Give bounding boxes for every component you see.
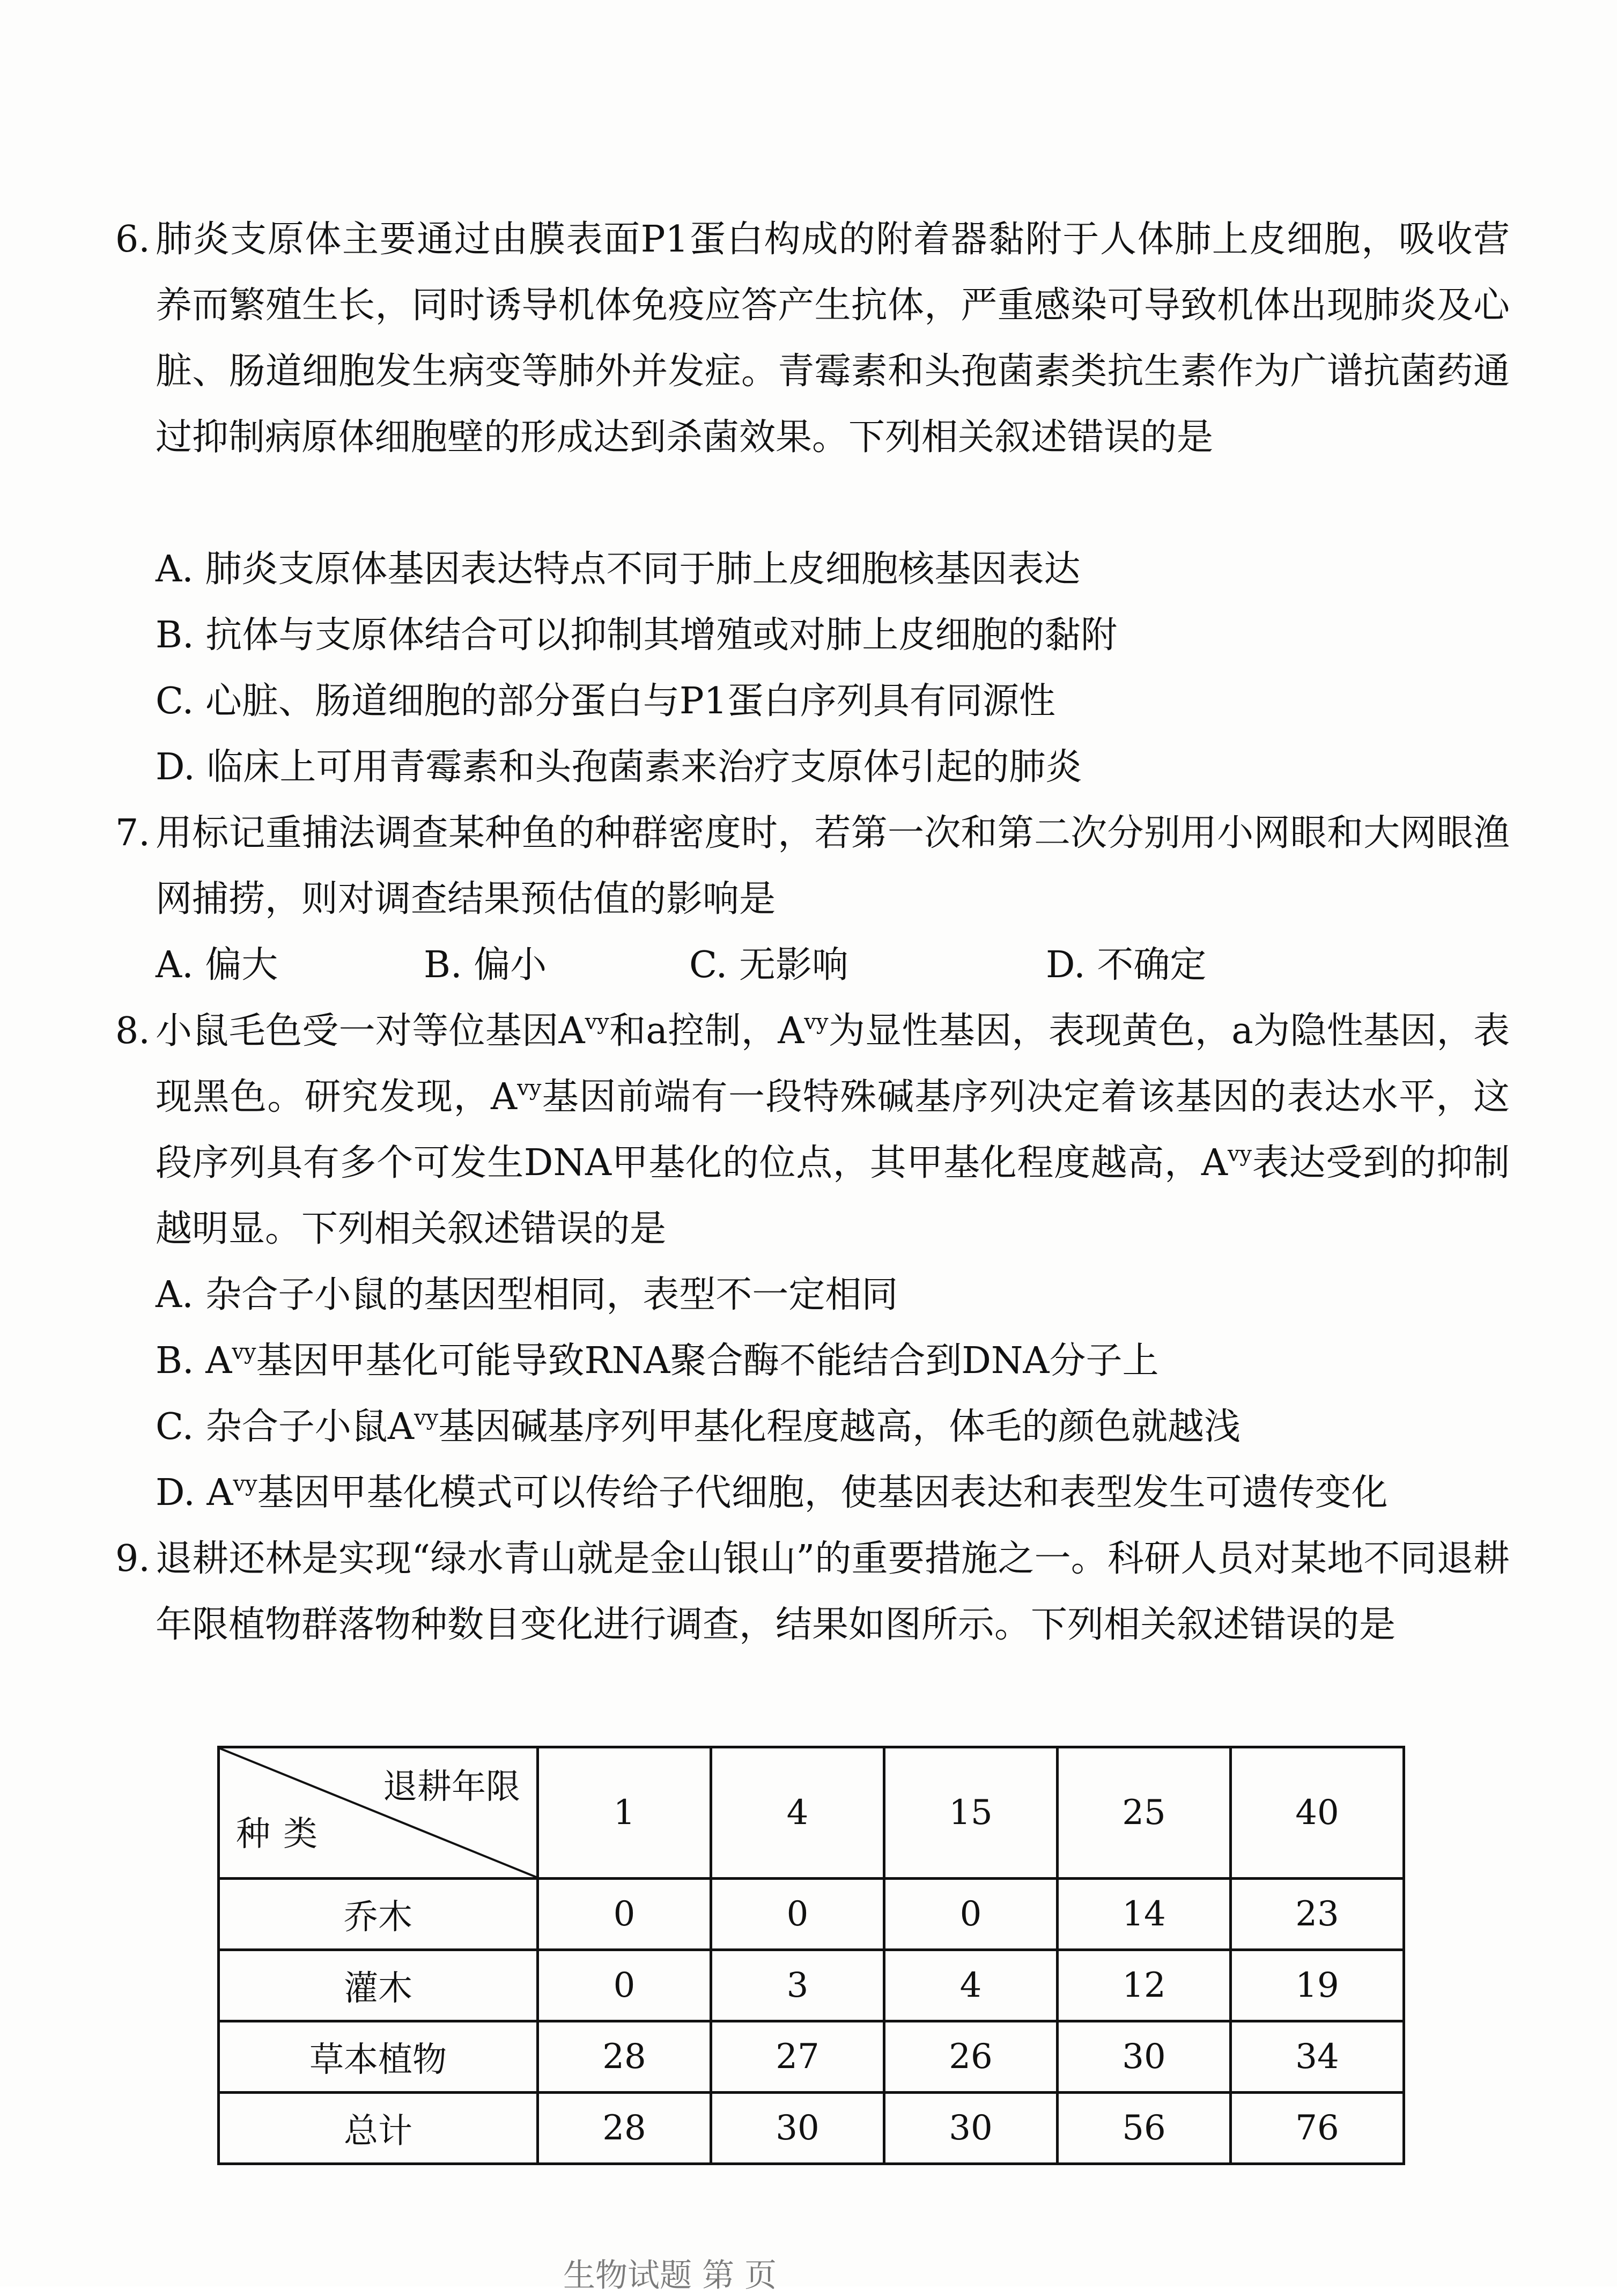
question-number: 8. [115, 1010, 150, 1052]
question-number: 7. [115, 812, 150, 854]
row-label: 草本植物 [219, 2021, 538, 2093]
column-header: 15 [884, 1747, 1058, 1879]
diagonal-header-cell [219, 1747, 538, 1879]
table-cell: 56 [1058, 2093, 1231, 2164]
question-stem: 退耕还林是实现“绿水青山就是金山银山”的重要措施之一。科研人员对某地不同退耕年限植物群落物种数目变化进行调查，结果如图所示。下列相关叙述错误的是 [156, 1538, 1510, 1646]
data-table [217, 1746, 1405, 2165]
option-d: D. $A^{vy}$基因甲基化模式可以传给子代细胞，使基因表达和表型发生可遗传变化 [156, 1472, 1388, 1514]
table-header-row [219, 1747, 1404, 1879]
option-b: B. 偏小 [424, 944, 547, 986]
table-cell: 14 [1058, 1879, 1231, 1950]
table-row [219, 2021, 1404, 2093]
table-cell: 30 [1058, 2021, 1231, 2093]
column-header: 4 [711, 1747, 884, 1879]
row-header-label: 种类 [236, 1814, 330, 1854]
table-cell: 28 [538, 2021, 711, 2093]
page-footer: 生物试题 第 页 [563, 2257, 777, 2294]
table-cell: 0 [538, 1879, 711, 1950]
question-6 [115, 206, 1510, 470]
row-label: 总计 [219, 2093, 538, 2164]
question-7 [115, 800, 1510, 932]
table-cell: 0 [884, 1879, 1058, 1950]
row-label: 灌木 [219, 1950, 538, 2021]
option-b: B. 抗体与支原体结合可以抑制其增殖或对肺上皮细胞的黏附 [156, 614, 1118, 656]
table-cell: 34 [1231, 2021, 1404, 2093]
question-number: 6. [115, 218, 150, 261]
column-header: 25 [1058, 1747, 1231, 1879]
column-header: 1 [538, 1747, 711, 1879]
option-a: A. 偏大 [156, 944, 278, 986]
table-cell: 28 [538, 2093, 711, 2164]
column-header-label: 退耕年限 [383, 1767, 520, 1807]
column-header: 40 [1231, 1747, 1404, 1879]
table-cell: 3 [711, 1950, 884, 2021]
table-cell: 30 [711, 2093, 884, 2164]
question-9 [115, 1526, 1510, 1658]
table-cell: 12 [1058, 1950, 1231, 2021]
option-a: A. 肺炎支原体基因表达特点不同于肺上皮细胞核基因表达 [156, 548, 1081, 590]
options-row [156, 932, 1496, 998]
table-cell: 27 [711, 2021, 884, 2093]
question-stem: 用标记重捕法调查某种鱼的种群密度时，若第一次和第二次分别用小网眼和大网眼渔网捕捞，则对调查结果预估值的影响是 [156, 812, 1510, 920]
table-cell: 4 [884, 1950, 1058, 2021]
option-c: C. 无影响 [689, 944, 848, 986]
question-stem: 小鼠毛色受一对等位基因$A^{vy}$和a控制，$A^{vy}$为显性基因，表现黄色，a为隐性基因，表现黑色。研究发现，$A^{vy}$基因前端有一段特殊碱基序列决定着该基因的表达水平，这段序列具有多个可发生DNA甲基化的位点，其甲基化程度越高，$A^{vy}$表达受到的抑制越明显。下列相关叙述错误的是 [156, 1010, 1510, 1250]
table-cell: 19 [1231, 1950, 1404, 2021]
table-cell: 0 [538, 1950, 711, 2021]
table-cell: 0 [711, 1879, 884, 1950]
table-cell: 30 [884, 2093, 1058, 2164]
question-stem: 肺炎支原体主要通过由膜表面P1蛋白构成的附着器黏附于人体肺上皮细胞，吸收营养而繁殖生长，同时诱导机体免疫应答产生抗体，严重感染可导致机体出现肺炎及心脏、肠道细胞发生病变等肺外并发症。青霉素和头孢菌素类抗生素作为广谱抗菌药通过抑制病原体细胞壁的形成达到杀菌效果。下列相关叙述错误的是 [156, 218, 1510, 459]
option-c: C. 心脏、肠道细胞的部分蛋白与P1蛋白序列具有同源性 [156, 680, 1055, 722]
option-d: D. 不确定 [1046, 944, 1207, 986]
option-b: B. $A^{vy}$基因甲基化可能导致RNA聚合酶不能结合到DNA分子上 [156, 1340, 1159, 1382]
table-cell: 23 [1231, 1879, 1404, 1950]
question-number: 9. [115, 1538, 150, 1580]
question-8 [115, 998, 1510, 1262]
table-row [219, 2093, 1404, 2164]
row-label: 乔木 [219, 1879, 538, 1950]
table-row [219, 1879, 1404, 1950]
option-a: A. 杂合子小鼠的基因型相同，表型不一定相同 [156, 1274, 898, 1316]
table-cell: 26 [884, 2021, 1058, 2093]
option-c: C. 杂合子小鼠$A^{vy}$基因碱基序列甲基化程度越高，体毛的颜色就越浅 [156, 1406, 1241, 1448]
table-row [219, 1950, 1404, 2021]
option-d: D. 临床上可用青霉素和头孢菌素来治疗支原体引起的肺炎 [156, 746, 1082, 788]
table-cell: 76 [1231, 2093, 1404, 2164]
